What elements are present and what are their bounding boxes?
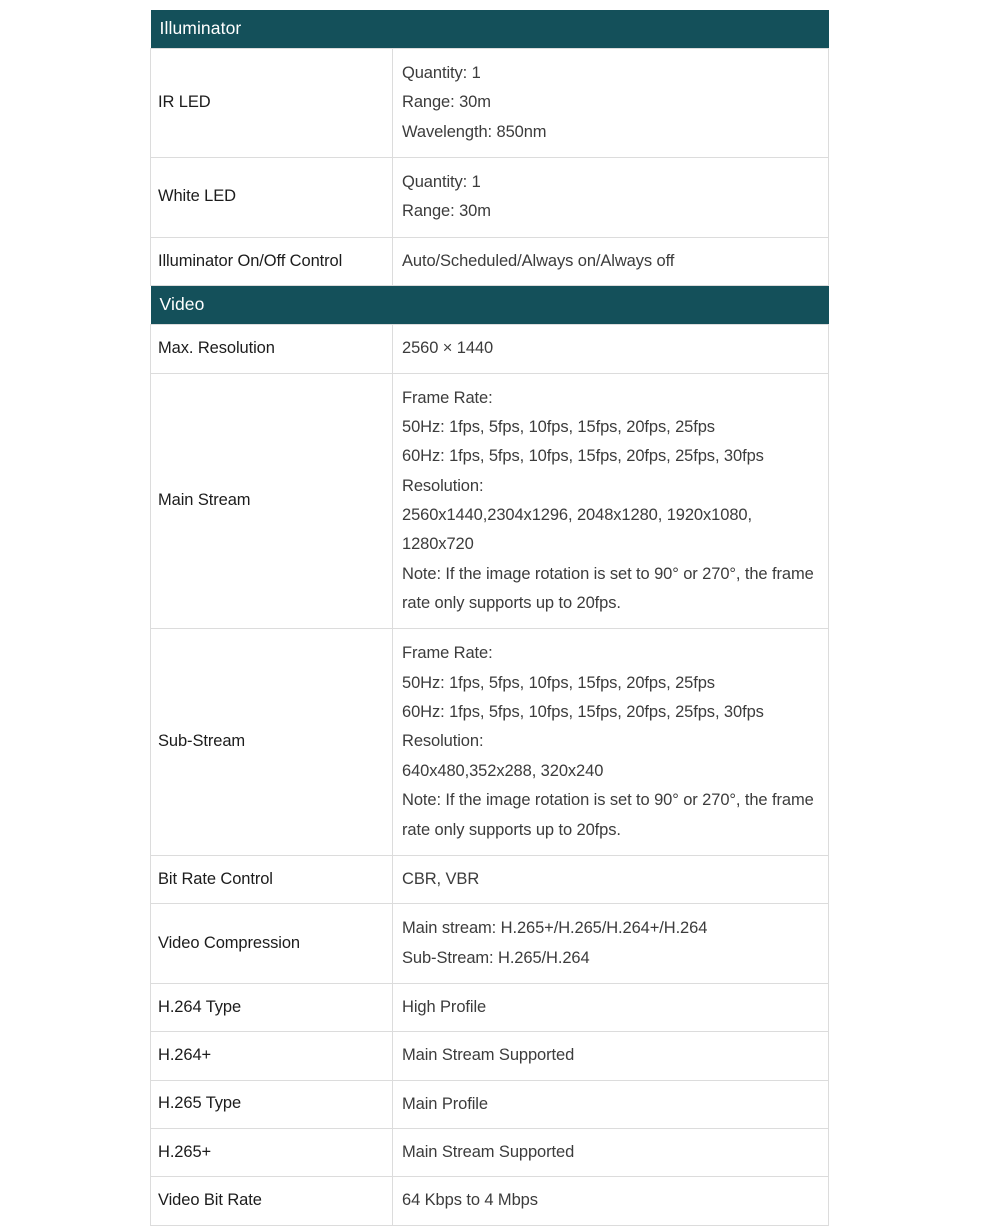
table-row	[151, 855, 829, 903]
row-label-h265-type: H.265 Type	[151, 1080, 393, 1128]
row-label-main-stream: Main Stream	[151, 373, 393, 629]
value-line: 50Hz: 1fps, 5fps, 10fps, 15fps, 20fps, 25fps	[402, 417, 715, 436]
value-line: 640x480,352x288, 320x240	[402, 761, 604, 780]
table-row	[151, 237, 829, 285]
specification-table	[150, 10, 829, 1226]
value-line: Main Profile	[402, 1094, 488, 1113]
section-header-row	[151, 286, 829, 325]
value-line: Auto/Scheduled/Always on/Always off	[402, 251, 675, 270]
value-line: Range: 30m	[402, 202, 491, 221]
value-line: 60Hz: 1fps, 5fps, 10fps, 15fps, 20fps, 25fps, 30fps	[402, 447, 764, 466]
table-row	[151, 158, 829, 238]
value-line: High Profile	[402, 997, 487, 1016]
section-header-video: Video	[151, 286, 829, 325]
table-row	[151, 373, 829, 629]
row-label-bit-rate-control: Bit Rate Control	[151, 855, 393, 903]
row-value-main-stream	[393, 373, 829, 629]
table-body	[151, 10, 829, 1225]
row-label-video-bit-rate: Video Bit Rate	[151, 1177, 393, 1225]
row-value-h264-plus	[393, 1032, 829, 1080]
value-line: Quantity: 1	[402, 173, 481, 192]
value-line: Sub-Stream: H.265/H.264	[402, 948, 590, 967]
row-value-sub-stream	[393, 629, 829, 856]
value-line: 64 Kbps to 4 Mbps	[402, 1191, 538, 1210]
row-label-illuminator-onoff-control: Illuminator On/Off Control	[151, 237, 393, 285]
row-label-sub-stream: Sub-Stream	[151, 629, 393, 856]
row-value-max-resolution	[393, 325, 829, 373]
table-row	[151, 1080, 829, 1128]
table-row	[151, 1177, 829, 1225]
row-value-ir-led	[393, 49, 829, 158]
value-line: CBR, VBR	[402, 869, 480, 888]
table-row	[151, 1032, 829, 1080]
row-value-h265-plus	[393, 1129, 829, 1177]
row-value-h265-type	[393, 1080, 829, 1128]
row-value-white-led	[393, 158, 829, 238]
row-value-illuminator-onoff-control	[393, 237, 829, 285]
value-line: 2560x1440,2304x1296, 2048x1280, 1920x1080, 1280x720	[402, 505, 752, 554]
table-row	[151, 629, 829, 856]
value-line: Frame Rate:	[402, 644, 493, 663]
row-value-h264-type	[393, 983, 829, 1031]
row-label-max-resolution: Max. Resolution	[151, 325, 393, 373]
value-line: Quantity: 1	[402, 64, 481, 82]
table-row	[151, 983, 829, 1031]
value-line: Range: 30m	[402, 93, 491, 112]
value-line: 50Hz: 1fps, 5fps, 10fps, 15fps, 20fps, 25fps	[402, 673, 715, 692]
value-line: Main Stream Supported	[402, 1046, 575, 1065]
value-line-note: Note: If the image rotation is set to 90° or 270°, the frame rate only supports up to 20fps.	[402, 791, 814, 839]
value-line: 60Hz: 1fps, 5fps, 10fps, 15fps, 20fps, 25fps, 30fps	[402, 703, 764, 722]
value-line: Resolution:	[402, 732, 484, 751]
value-line: Main stream: H.265+/H.265/H.264+/H.264	[402, 919, 708, 938]
section-header-row	[151, 10, 829, 49]
table-row	[151, 1129, 829, 1177]
row-label-ir-led: IR LED	[151, 49, 393, 158]
row-value-video-compression	[393, 904, 829, 984]
row-label-video-compression: Video Compression	[151, 904, 393, 984]
value-line-note: Note: If the image rotation is set to 90° or 270°, the frame rate only supports up to 20fps.	[402, 564, 814, 613]
row-label-h264-type: H.264 Type	[151, 983, 393, 1031]
value-line: Resolution:	[402, 476, 484, 495]
table-row	[151, 904, 829, 984]
row-label-h265-plus: H.265+	[151, 1129, 393, 1177]
value-line: 2560 × 1440	[402, 339, 494, 358]
value-line: Main Stream Supported	[402, 1143, 575, 1162]
value-line: Frame Rate:	[402, 388, 493, 407]
row-value-bit-rate-control	[393, 855, 829, 903]
row-label-white-led: White LED	[151, 158, 393, 238]
value-line: Wavelength: 850nm	[402, 122, 547, 141]
row-value-video-bit-rate	[393, 1177, 829, 1225]
row-label-h264-plus: H.264+	[151, 1032, 393, 1080]
table-row	[151, 325, 829, 373]
table-row	[151, 49, 829, 158]
section-header-illuminator: Illuminator	[151, 10, 829, 49]
